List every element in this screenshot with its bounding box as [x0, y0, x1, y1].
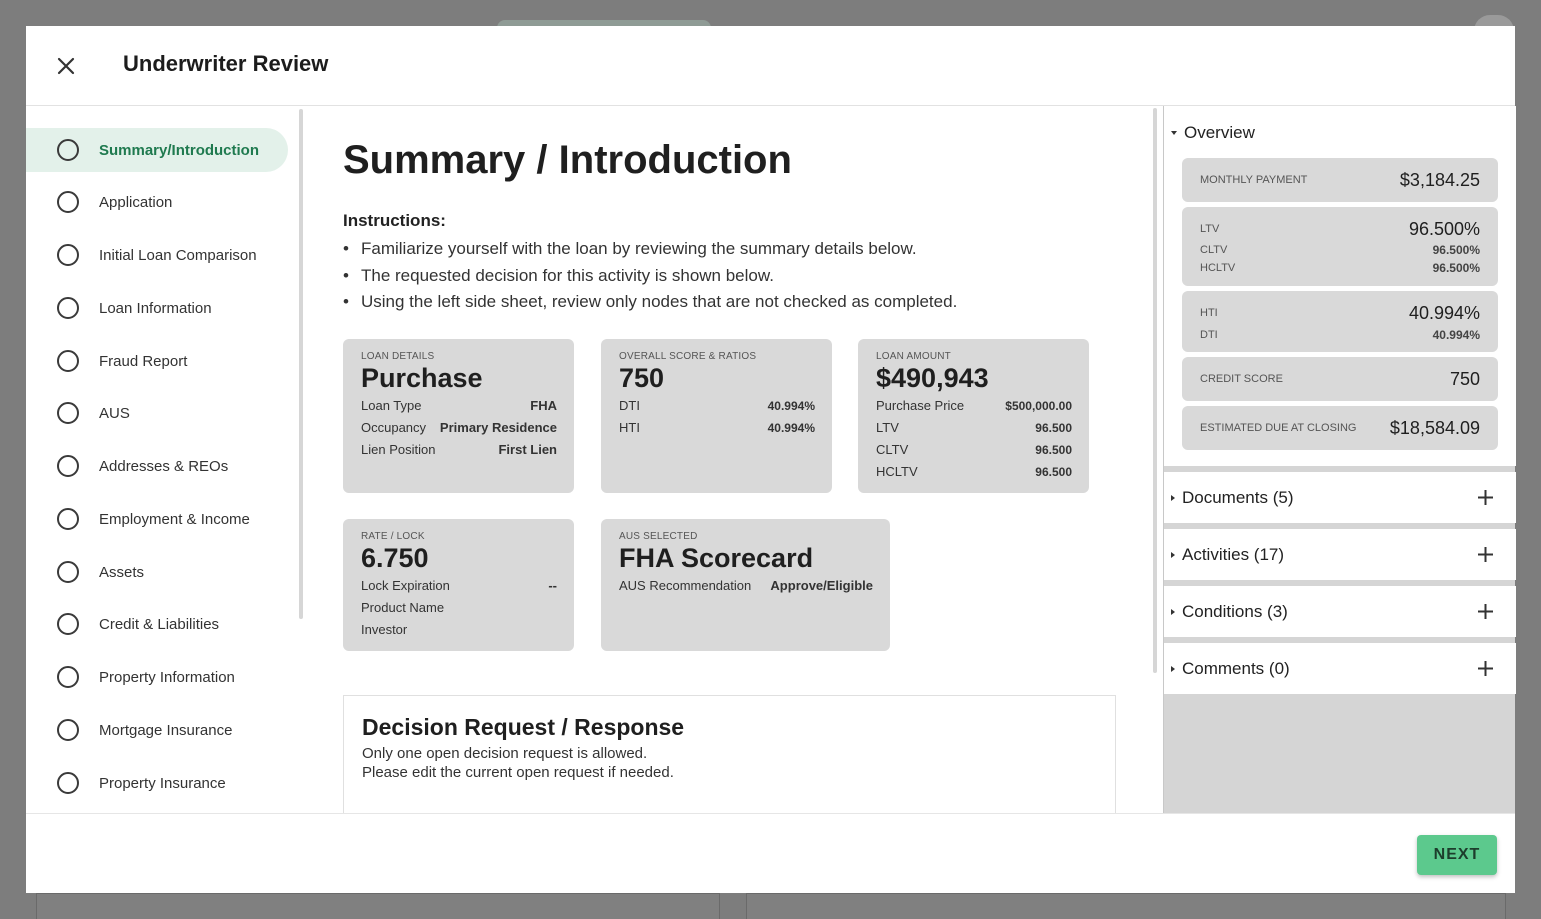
decision-note: Only one open decision request is allowed. [362, 745, 648, 762]
activities-section[interactable] [1164, 529, 1516, 580]
row-label: Lien Position [361, 442, 436, 457]
credit-score-card [1182, 357, 1498, 401]
overview-label: MONTHLY PAYMENT [1200, 174, 1308, 186]
overview-value: 96.500% [1408, 218, 1480, 239]
section-title: Documents (5) [1182, 487, 1294, 507]
nav-item-employment-income[interactable] [26, 497, 288, 541]
right-panel [1163, 106, 1515, 813]
caret-down-icon [1171, 131, 1177, 135]
row-label: Product Name [361, 600, 445, 615]
hti-card [1182, 291, 1498, 352]
row-label: LTV [876, 420, 899, 435]
card-row [361, 597, 557, 619]
nav-item-fraud-report[interactable] [26, 339, 288, 383]
instruction-item: • The requested decision for this activity is shown below. [343, 263, 957, 290]
overview-value: 96.500% [1432, 261, 1480, 275]
nav-item-label: Summary/Introduction [99, 141, 260, 159]
overview-value: 40.994% [1432, 328, 1480, 342]
overview-row [1200, 158, 1480, 202]
modal-title: Underwriter Review [123, 51, 329, 76]
row-label: Investor [361, 622, 408, 637]
close-button[interactable] [52, 52, 80, 80]
row-label: CLTV [876, 442, 909, 457]
card-value: $490,943 [876, 363, 989, 393]
row-value: 96.500 [1035, 465, 1072, 479]
plus-icon[interactable] [1477, 603, 1494, 620]
card-value: 6.750 [361, 543, 429, 573]
section-label [1171, 602, 1288, 622]
background-card [746, 893, 1506, 919]
nav-item-label: Mortgage Insurance [99, 721, 233, 739]
monthly-payment-card [1182, 158, 1498, 202]
nav-item-label: Property Insurance [99, 774, 226, 792]
section-title: Comments (0) [1182, 658, 1290, 678]
caret-right-icon [1171, 495, 1175, 501]
radio-icon [57, 508, 79, 530]
overview-row [1200, 217, 1480, 241]
nav-item-credit-liabilities[interactable] [26, 602, 288, 646]
overview-row [1200, 241, 1480, 259]
modal-footer [26, 813, 1515, 893]
nav-item-assets[interactable] [26, 550, 288, 594]
background-card [36, 893, 720, 919]
instruction-item: • Using the left side sheet, review only nodes that are not checked as completed. [343, 289, 957, 316]
radio-icon [57, 561, 79, 583]
overview-label: ESTIMATED DUE AT CLOSING [1200, 422, 1357, 434]
radio-icon [57, 455, 79, 477]
row-value: 96.500 [1035, 421, 1072, 435]
card-value: Purchase [361, 363, 483, 393]
overview-label: HCLTV [1200, 262, 1236, 274]
overview-value: $18,584.09 [1389, 417, 1480, 438]
nav-item-label: Assets [99, 563, 145, 581]
overview-row [1200, 259, 1480, 277]
next-button[interactable]: NEXT [1417, 835, 1497, 875]
card-row [619, 417, 815, 439]
overview-value: 40.994% [1408, 302, 1480, 323]
card-row [619, 575, 873, 597]
radio-icon [57, 666, 79, 688]
documents-section[interactable] [1164, 472, 1516, 523]
section-label [1171, 659, 1290, 679]
decision-title: Decision Request / Response [362, 714, 685, 740]
main-content [308, 108, 1163, 813]
overview-toggle[interactable] [1171, 123, 1255, 143]
nav-item-label: AUS [99, 404, 130, 422]
decision-request-panel [343, 695, 1116, 813]
radio-icon [57, 244, 79, 266]
nav-item-summary[interactable] [26, 128, 288, 172]
row-value: 96.500 [1035, 443, 1072, 457]
section-label [1171, 488, 1293, 508]
card-row [876, 439, 1072, 461]
card-row [876, 461, 1072, 483]
overview-label: LTV [1200, 223, 1220, 235]
radio-icon [57, 350, 79, 372]
plus-icon[interactable] [1477, 489, 1494, 506]
caret-right-icon [1171, 666, 1175, 672]
row-value: -- [548, 578, 557, 593]
rate-lock-card [343, 519, 574, 651]
overview-value: 750 [1449, 368, 1480, 389]
loan-details-card [343, 339, 574, 493]
card-value: FHA Scorecard [619, 543, 814, 573]
nav-item-application[interactable] [26, 180, 288, 224]
card-caption: AUS SELECTED [619, 531, 698, 542]
card-row [876, 395, 1072, 417]
nav-item-label: Credit & Liabilities [99, 615, 220, 633]
nav-item-label: Application [99, 193, 173, 211]
card-row [619, 395, 815, 417]
row-value: 40.994% [767, 421, 815, 435]
instructions-list [343, 236, 957, 316]
caret-right-icon [1171, 552, 1175, 558]
card-row [361, 417, 557, 439]
overview-label: DTI [1200, 329, 1218, 341]
radio-icon [57, 772, 79, 794]
row-label: Lock Expiration [361, 578, 450, 593]
close-icon [57, 57, 75, 75]
row-value: Primary Residence [439, 420, 557, 435]
overview-row [1200, 325, 1480, 345]
plus-icon[interactable] [1477, 660, 1494, 677]
card-caption: LOAN AMOUNT [876, 351, 951, 362]
row-value: $500,000.00 [1005, 399, 1072, 413]
row-value: Approve/Eligible [770, 578, 873, 593]
nav-item-mortgage-insurance[interactable] [26, 708, 288, 752]
card-row [361, 575, 557, 597]
overview-value: $3,184.25 [1399, 169, 1480, 190]
nav-item-label: Initial Loan Comparison [99, 246, 257, 264]
overall-score-card [601, 339, 832, 493]
aus-selected-card [601, 519, 890, 651]
section-label [1171, 545, 1284, 565]
ltv-card [1182, 207, 1498, 286]
caret-right-icon [1171, 609, 1175, 615]
card-row [361, 395, 557, 417]
nav-item-loan-information[interactable] [26, 286, 288, 330]
row-value: First Lien [498, 442, 557, 457]
radio-icon [57, 139, 79, 161]
row-label: Purchase Price [876, 398, 965, 413]
overview-section [1164, 106, 1516, 466]
overview-label: HTI [1200, 307, 1218, 319]
row-label: Occupancy [361, 420, 427, 435]
instructions-title: Instructions: [343, 211, 446, 230]
overview-label: CLTV [1200, 244, 1228, 256]
decision-note: Please edit the current open request if needed. [362, 764, 674, 781]
section-title: Activities (17) [1182, 544, 1285, 564]
overview-title: Overview [1184, 123, 1255, 142]
underwriter-review-modal [26, 26, 1515, 893]
plus-icon[interactable] [1477, 546, 1494, 563]
page-title: Summary / Introduction [343, 138, 792, 182]
row-label: HTI [619, 420, 640, 435]
card-value: 750 [619, 363, 665, 393]
card-row [361, 439, 557, 461]
section-title: Conditions (3) [1182, 601, 1288, 621]
row-value: FHA [530, 398, 557, 413]
main-scrollbar[interactable] [1153, 108, 1157, 673]
card-caption: RATE / LOCK [361, 531, 425, 542]
radio-icon [57, 297, 79, 319]
overview-row [1200, 357, 1480, 401]
nav-item-label: Fraud Report [99, 352, 188, 370]
row-label: Loan Type [361, 398, 422, 413]
card-caption: OVERALL SCORE & RATIOS [619, 351, 757, 362]
overview-row [1200, 301, 1480, 325]
instruction-item: • Familiarize yourself with the loan by reviewing the summary details below. [343, 236, 957, 263]
radio-icon [57, 613, 79, 635]
due-at-closing-card [1182, 406, 1498, 450]
nav-item-label: Addresses & REOs [99, 457, 229, 475]
nav-item-property-insurance[interactable] [26, 761, 288, 805]
section-nav [26, 108, 306, 813]
overview-label: CREDIT SCORE [1200, 373, 1283, 385]
row-label: DTI [619, 398, 640, 413]
nav-item-label: Property Information [99, 668, 235, 686]
nav-scrollbar[interactable] [299, 109, 303, 619]
nav-item-initial-loan-comparison[interactable] [26, 233, 288, 277]
overview-row [1200, 406, 1480, 450]
row-label: AUS Recommendation [619, 578, 752, 593]
nav-item-property-information[interactable] [26, 655, 288, 699]
comments-section[interactable] [1164, 643, 1516, 694]
loan-amount-card [858, 339, 1089, 493]
card-row [876, 417, 1072, 439]
row-label: HCLTV [876, 464, 918, 479]
nav-item-addresses-reos[interactable] [26, 444, 288, 488]
card-caption: LOAN DETAILS [361, 351, 435, 362]
modal-header [26, 26, 1515, 106]
overview-value: 96.500% [1432, 243, 1480, 257]
radio-icon [57, 719, 79, 741]
nav-item-aus[interactable] [26, 391, 288, 435]
conditions-section[interactable] [1164, 586, 1516, 637]
radio-icon [57, 402, 79, 424]
row-value: 40.994% [767, 399, 815, 413]
nav-item-label: Employment & Income [99, 510, 250, 528]
nav-item-label: Loan Information [99, 299, 212, 317]
radio-icon [57, 191, 79, 213]
card-row [361, 619, 557, 641]
